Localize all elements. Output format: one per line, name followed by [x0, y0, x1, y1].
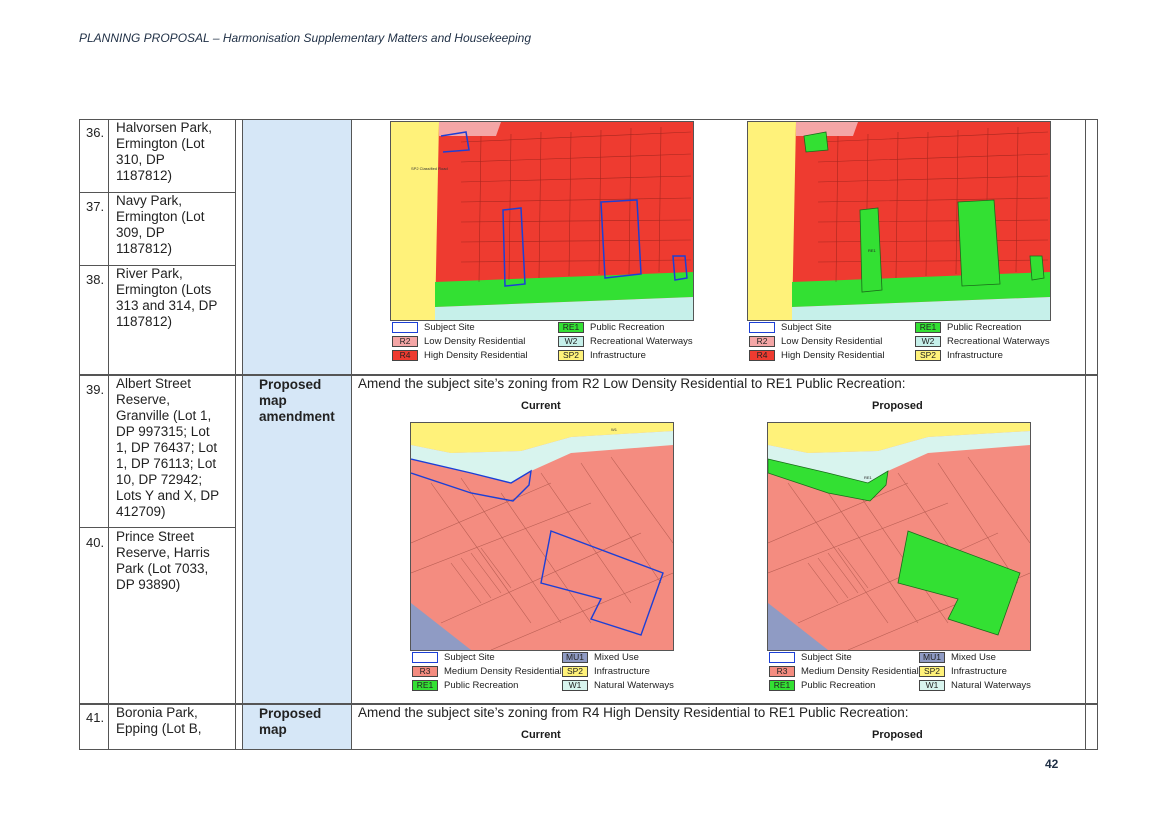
table-border-bottom — [79, 749, 1098, 750]
table-subrow-divider — [79, 527, 235, 528]
legend-swatch: RE1 — [769, 680, 795, 691]
map-caption-current: Current — [521, 729, 561, 741]
row-number: 40. — [86, 535, 105, 550]
site-name: Boronia Park, Epping (Lot B, — [116, 705, 202, 736]
legend-item: SP2 Infrastructure — [919, 666, 1007, 677]
map-label: W1 — [611, 427, 617, 432]
legend-swatch — [412, 652, 438, 663]
map-legend — [412, 652, 682, 696]
legend-swatch: RE1 — [412, 680, 438, 691]
legend-item: RE1 Public Recreation — [412, 680, 518, 691]
legend-item: R3 Medium Density Residential — [769, 666, 919, 677]
action-label: Proposed map — [259, 706, 322, 737]
legend-swatch — [392, 322, 418, 333]
amendment-description: Amend the subject site’s zoning from R2 Low Density Residential to RE1 Public Recreation: — [358, 376, 906, 391]
page-header: PLANNING PROPOSAL – Harmonisation Supplementary Matters and Housekeeping — [79, 31, 531, 45]
row-number: 37. — [86, 199, 105, 214]
legend-swatch: RE1 — [915, 322, 941, 333]
map-legend — [769, 652, 1039, 696]
row-number: 38. — [86, 272, 105, 287]
legend-item: R2 Low Density Residential — [749, 336, 882, 347]
legend-swatch: R3 — [412, 666, 438, 677]
legend-item: SP2 Infrastructure — [558, 350, 646, 361]
legend-item: W2 Recreational Waterways — [915, 336, 1050, 347]
site-name: Halvorsen Park, Ermington (Lot 310, DP 1187812) — [116, 120, 213, 183]
legend-item: MU1 Mixed Use — [919, 652, 996, 663]
action-cell-shade — [243, 376, 351, 703]
table-col-divider — [108, 119, 109, 750]
map-label: SP2 Classified Road — [411, 166, 448, 171]
row-number: 39. — [86, 382, 105, 397]
zoning-map-current — [390, 121, 694, 321]
legend-item: W2 Recreational Waterways — [558, 336, 693, 347]
legend-swatch: R4 — [392, 350, 418, 361]
row-number: 36. — [86, 125, 105, 140]
zoning-map-current — [410, 422, 674, 651]
action-label: Proposed map amendment — [259, 377, 335, 424]
legend-swatch: MU1 — [919, 652, 945, 663]
site-name: Albert Street Reserve, Granville (Lot 1, DP 997315; Lot 1, DP 76437; Lot 1, DP 76113; Lot 10, DP 72942; Lots Y and X, DP 412709) — [116, 376, 220, 519]
table-col-divider — [351, 119, 352, 750]
legend-swatch: R4 — [749, 350, 775, 361]
legend-swatch: SP2 — [558, 350, 584, 361]
legend-swatch: RE1 — [558, 322, 584, 333]
legend-swatch: R2 — [749, 336, 775, 347]
table-border-top — [79, 119, 1098, 120]
legend-swatch: W1 — [562, 680, 588, 691]
legend-item: SP2 Infrastructure — [915, 350, 1003, 361]
legend-swatch: SP2 — [562, 666, 588, 677]
legend-swatch: R2 — [392, 336, 418, 347]
legend-item: R4 High Density Residential — [749, 350, 885, 361]
site-name: Prince Street Reserve, Harris Park (Lot 7033, DP 93890) — [116, 529, 210, 592]
legend-item: Subject Site — [749, 322, 832, 333]
legend-item: R4 High Density Residential — [392, 350, 528, 361]
legend-item: MU1 Mixed Use — [562, 652, 639, 663]
legend-item: R2 Low Density Residential — [392, 336, 525, 347]
amendment-description: Amend the subject site’s zoning from R4 High Density Residential to RE1 Public Recreation: — [358, 705, 909, 720]
map-caption-proposed: Proposed — [872, 400, 923, 412]
map-label: RE1 — [864, 475, 872, 480]
legend-swatch: R3 — [769, 666, 795, 677]
site-name: River Park, Ermington (Lots 313 and 314, DP 1187812) — [116, 266, 218, 329]
row-number: 41. — [86, 710, 105, 725]
legend-swatch: W1 — [919, 680, 945, 691]
action-cell-shade — [243, 120, 351, 374]
legend-item: Subject Site — [769, 652, 852, 663]
legend-swatch — [749, 322, 775, 333]
legend-item: SP2 Infrastructure — [562, 666, 650, 677]
map-legend — [392, 322, 692, 366]
map-caption-proposed: Proposed — [872, 729, 923, 741]
map-legend — [749, 322, 1049, 366]
legend-swatch — [769, 652, 795, 663]
legend-item: R3 Medium Density Residential — [412, 666, 562, 677]
legend-item: RE1 Public Recreation — [558, 322, 664, 333]
table-col-divider — [1097, 119, 1098, 750]
legend-swatch: W2 — [915, 336, 941, 347]
legend-swatch: SP2 — [915, 350, 941, 361]
legend-item: Subject Site — [392, 322, 475, 333]
zoning-map-proposed — [767, 422, 1031, 651]
table-col-divider — [235, 119, 236, 750]
legend-item: W1 Natural Waterways — [919, 680, 1031, 691]
map-caption-current: Current — [521, 400, 561, 412]
legend-swatch: SP2 — [919, 666, 945, 677]
legend-item: W1 Natural Waterways — [562, 680, 674, 691]
legend-item: Subject Site — [412, 652, 495, 663]
legend-swatch: W2 — [558, 336, 584, 347]
table-col-divider — [1085, 119, 1086, 750]
legend-item: RE1 Public Recreation — [769, 680, 875, 691]
site-name: Navy Park, Ermington (Lot 309, DP 1187812) — [116, 193, 205, 256]
legend-swatch: MU1 — [562, 652, 588, 663]
map-label: RE1 — [868, 248, 876, 253]
page-number: 42 — [1045, 757, 1059, 771]
zoning-map-proposed — [747, 121, 1051, 321]
legend-item: RE1 Public Recreation — [915, 322, 1021, 333]
table-col-divider — [79, 119, 80, 750]
